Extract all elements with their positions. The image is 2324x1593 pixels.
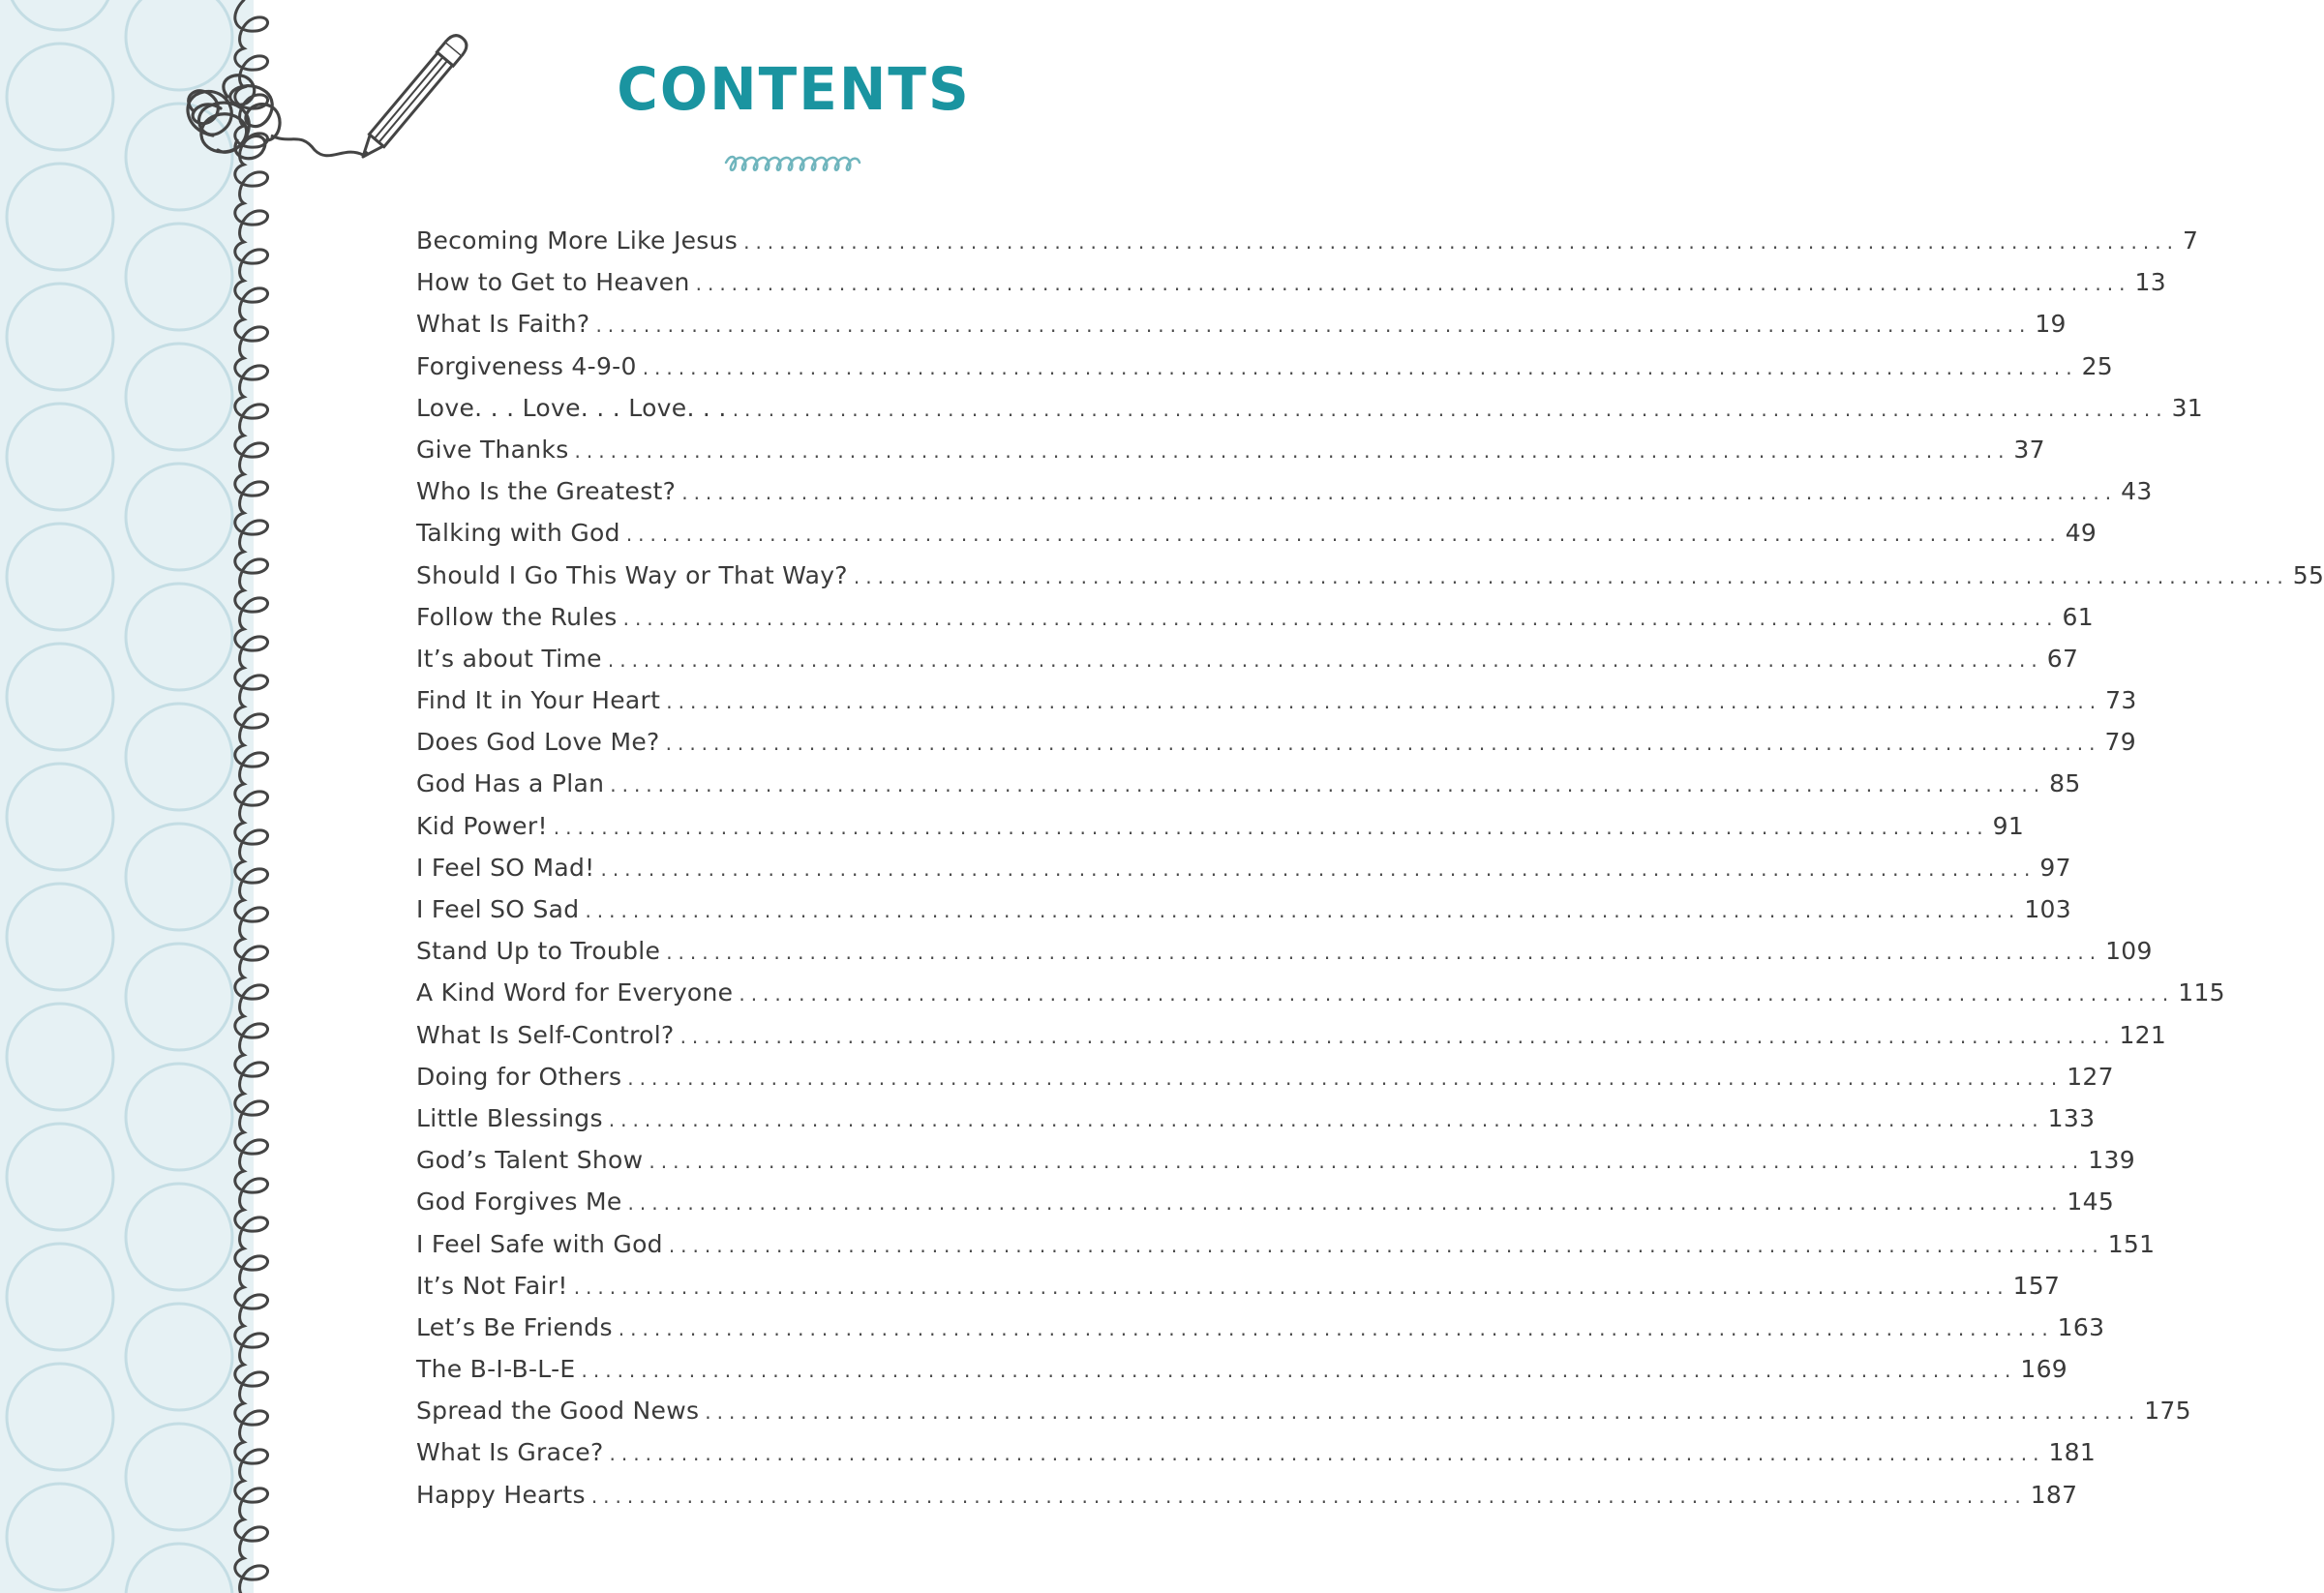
toc-dot-leader: ........................................................................................................................ [574,438,2010,463]
toc-entry-title: A Kind Word for Everyone [416,978,734,1007]
toc-dot-leader: ........................................................................................................................ [853,564,2289,588]
toc-entry-page: 151 [2107,1229,2156,1258]
toc-entry [416,937,2153,978]
toc-entry-page: 181 [2048,1438,2097,1467]
toc-entry [416,1271,2061,1313]
pencil-doodle [174,39,503,184]
toc-entry-page: 25 [2081,351,2114,380]
toc-dot-leader: ........................................................................................................................ [732,397,2168,421]
pattern-circle [7,1244,113,1350]
toc-dot-leader: ........................................................................................................................ [695,272,2131,296]
toc-entry-page: 73 [2105,686,2137,715]
toc-entry-page: 103 [2024,895,2071,923]
toc-dot-leader: ........................................................................................................................ [627,1191,2064,1216]
toc-entry-title: God Forgives Me [416,1187,622,1217]
toc-entry-page: 145 [2067,1187,2115,1217]
toc-entry [416,1103,2096,1146]
toc-dot-leader: ........................................................................................................................ [553,815,1989,839]
toc-dot-leader: ........................................................................................................................ [590,1484,2027,1508]
toc-entry-title: Does God Love Me? [416,728,660,757]
toc-entry-title: Love. . . Love. . . Love. . . [416,393,727,422]
toc-entry-page: 37 [2013,435,2045,464]
spiral-coil [235,0,268,1593]
toc-entry-page: 67 [2046,644,2079,673]
pattern-circle [126,224,232,330]
toc-entry [416,310,2067,351]
toc-entry-page: 19 [2035,310,2067,339]
pattern-circle [126,1304,232,1410]
toc-entry-title: Give Thanks [416,435,569,464]
pattern-circle [126,1184,232,1290]
toc-entry-title: Let’s Be Friends [416,1312,613,1341]
toc-entry [416,1020,2167,1063]
toc-entry-page: 79 [2104,728,2136,757]
pattern-circle [7,884,113,990]
toc-entry-page: 61 [2062,602,2094,631]
toc-entry [416,811,2025,854]
pattern-circle [126,1544,232,1593]
left-decorative-panel [0,0,254,1593]
toc-dot-leader: ........................................................................................................................ [649,1150,2085,1174]
toc-entry-page: 115 [2178,978,2225,1007]
toc-entry [416,769,2081,811]
circle-pattern [0,0,254,1593]
toc-dot-leader: ........................................................................................................................ [666,690,2102,714]
toc-entry-page: 139 [2088,1146,2135,1175]
toc-entry-page: 109 [2105,937,2153,966]
toc-entry-title: It’s about Time [416,644,602,673]
toc-entry-title: Kid Power! [416,811,548,840]
toc-entry-page: 169 [2020,1355,2068,1384]
toc-dot-leader: ........................................................................................................................ [600,857,2037,881]
pattern-circle [126,824,232,930]
toc-entry-page: 127 [2067,1062,2114,1091]
pattern-circle [7,1484,113,1590]
toc-entry-page: 175 [2144,1397,2191,1426]
toc-dot-leader: ........................................................................................................................ [622,606,2059,630]
toc-dot-leader: ........................................................................................................................ [625,523,2062,547]
toc-entry [416,978,2225,1020]
toc-dot-leader: ........................................................................................................................ [642,355,2078,379]
toc-entry-page: 49 [2065,519,2098,548]
toc-entry-page: 13 [2134,268,2166,297]
toc-entry [416,1438,2097,1480]
toc-entry-title: What Is Grace? [416,1438,604,1467]
toc-entry [416,1397,2191,1438]
toc-dot-leader: ........................................................................................................................ [585,899,2021,922]
toc-entry-page: 157 [2012,1271,2061,1300]
toc-entry [416,1480,2078,1522]
pencil-line [271,135,363,156]
pattern-circle [7,1364,113,1470]
toc-entry-title: God’s Talent Show [416,1146,644,1175]
pattern-circle [126,1064,232,1170]
toc-entry-page: 97 [2039,853,2071,882]
pattern-circle [126,584,232,690]
toc-entry [416,393,2203,436]
pattern-circle [7,404,113,510]
pattern-circle [7,764,113,870]
toc-entry-title: Talking with God [416,519,620,548]
toc-entry-title: I Feel Safe with God [416,1229,663,1258]
pattern-circle [126,704,232,810]
pattern-circle [7,524,113,630]
toc-dot-leader: ........................................................................................................................ [666,941,2102,965]
toc-entry-title: Little Blessings [416,1103,603,1132]
toc-dot-leader: ........................................................................................................................ [668,1233,2104,1257]
toc-dot-leader: ........................................................................................................................ [627,1066,2064,1090]
toc-entry-title: It’s Not Fair! [416,1271,568,1300]
toc-entry-page: 121 [2119,1020,2167,1049]
toc-entry [416,853,2071,895]
toc-dot-leader: ........................................................................................................................ [608,1107,2044,1131]
toc-dot-leader: ........................................................................................................................ [679,1024,2116,1048]
toc-dot-leader: ........................................................................................................................ [739,982,2175,1007]
pattern-circle [126,464,232,570]
table-of-contents [416,226,2324,1522]
toc-dot-leader: ........................................................................................................................ [681,481,2118,505]
toc-entry-title: Follow the Rules [416,602,618,631]
toc-dot-leader: ........................................................................................................................ [705,1400,2141,1425]
pattern-circle [7,0,113,30]
toc-entry-page: 133 [2047,1103,2096,1132]
toc-dot-leader: ........................................................................................................................ [573,1275,2009,1299]
toc-entry-title: What Is Self-Control? [416,1020,675,1049]
toc-dot-leader: ........................................................................................................................ [581,1359,2017,1383]
toc-entry-page: 187 [2030,1480,2078,1509]
toc-entry [416,519,2098,560]
toc-entry-title: I Feel SO Mad! [416,853,595,882]
toc-entry-page: 7 [2182,226,2199,255]
toc-entry [416,644,2079,686]
toc-entry-title: Find It in Your Heart [416,686,661,715]
toc-entry [416,1312,2105,1355]
toc-entry-page: 85 [2049,769,2081,798]
toc-dot-leader: ........................................................................................................................ [665,732,2101,756]
toc-entry-page: 163 [2057,1312,2105,1341]
toc-entry-title: What Is Faith? [416,310,590,339]
toc-entry-title: God Has a Plan [416,769,605,798]
toc-entry [416,226,2199,268]
toc-entry [416,602,2094,645]
pencil-icon [355,31,471,164]
page-title: CONTENTS [617,54,971,124]
toc-entry-title: The B-I-B-L-E [416,1355,576,1384]
toc-dot-leader: ........................................................................................................................ [609,1442,2045,1466]
toc-entry [416,560,2324,603]
toc-entry-title: Doing for Others [416,1062,622,1091]
toc-entry [416,477,2153,519]
toc-entry [416,351,2114,394]
toc-entry [416,686,2137,728]
toc-entry [416,435,2045,477]
toc-dot-leader: ........................................................................................................................ [618,1316,2054,1340]
toc-dot-leader: ........................................................................................................................ [607,647,2043,672]
flourish-icon [722,151,861,180]
pattern-circle [7,1004,113,1110]
toc-entry-title: Should I Go This Way or That Way? [416,560,848,589]
toc-entry-title: Forgiveness 4-9-0 [416,351,637,380]
toc-entry [416,1062,2114,1104]
toc-entry [416,1355,2068,1397]
toc-dot-leader: ........................................................................................................................ [595,314,2032,338]
pattern-circle [7,644,113,750]
toc-entry-title: Happy Hearts [416,1480,586,1509]
pattern-circle [7,284,113,390]
toc-entry [416,1229,2156,1272]
pattern-circle [126,344,232,450]
toc-entry-title: Becoming More Like Jesus [416,226,739,255]
toc-entry [416,268,2166,310]
pattern-circle [7,44,113,150]
toc-dot-leader: ........................................................................................................................ [610,773,2046,797]
toc-entry-title: How to Get to Heaven [416,268,690,297]
pattern-circle [126,944,232,1050]
pattern-circle [126,1424,232,1530]
toc-entry-title: Stand Up to Trouble [416,937,661,966]
toc-entry [416,1187,2115,1229]
toc-entry-page: 55 [2292,560,2324,589]
toc-entry-page: 91 [1992,811,2025,840]
toc-entry [416,728,2136,769]
toc-dot-leader: ........................................................................................................................ [743,230,2179,254]
toc-entry-title: Spread the Good News [416,1397,700,1426]
pattern-circle [7,164,113,270]
toc-entry-title: Who Is the Greatest? [416,477,677,506]
toc-entry [416,1146,2135,1187]
scribble-icon [188,75,280,159]
spiral-binding-icon [223,0,290,1593]
pattern-circle [7,1124,113,1230]
toc-entry-page: 31 [2171,393,2203,422]
toc-entry-title: I Feel SO Sad [416,895,580,923]
toc-entry [416,895,2071,937]
toc-entry-page: 43 [2121,477,2153,506]
